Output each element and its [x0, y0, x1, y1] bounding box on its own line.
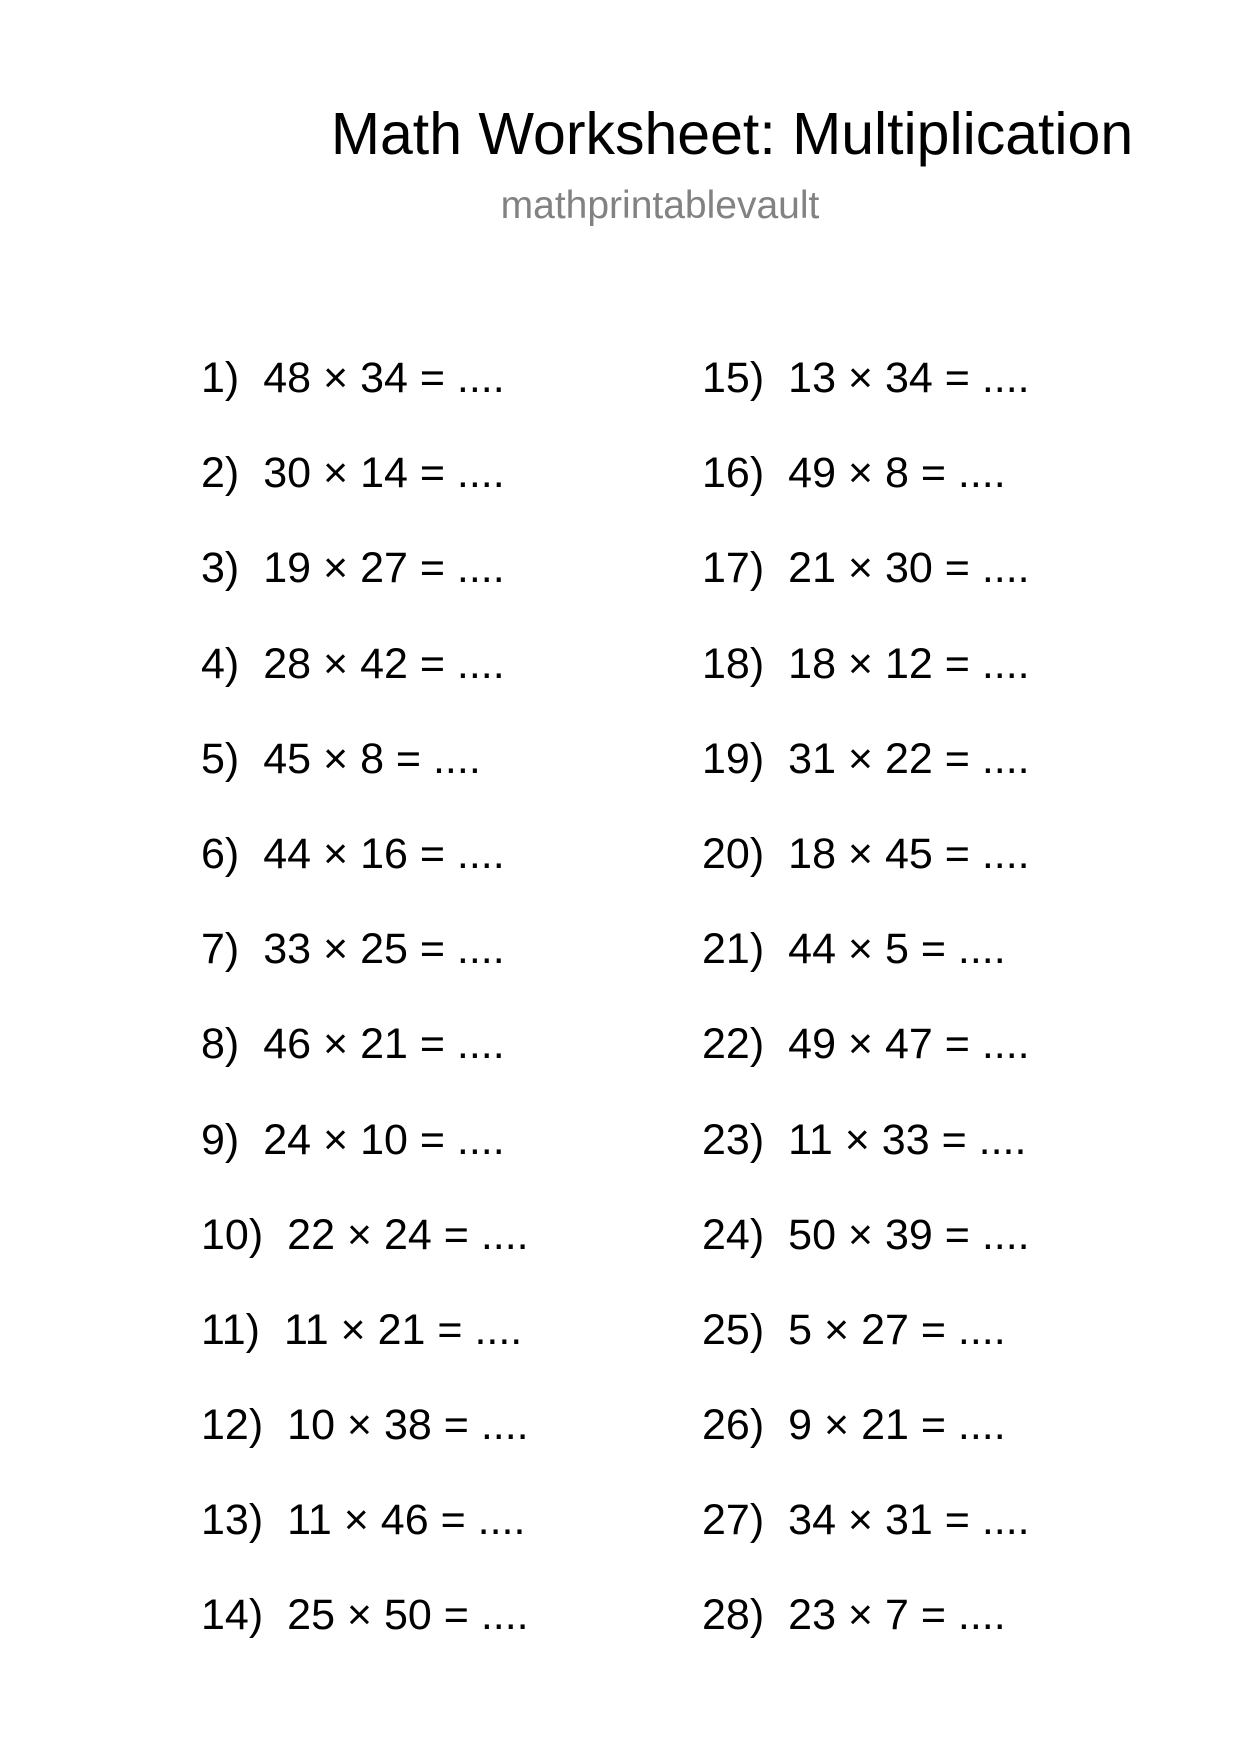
problem-number: 28) — [702, 1591, 765, 1640]
problem-item — [201, 1304, 529, 1399]
problem-number: 26) — [702, 1401, 765, 1450]
problem-number: 25) — [702, 1305, 765, 1354]
problem-expression: 18 × 45 = .... — [788, 829, 1030, 878]
problem-item — [702, 1304, 1030, 1399]
problem-item — [201, 542, 529, 637]
problem-item — [702, 1018, 1030, 1113]
problem-expression: 25 × 50 = .... — [287, 1591, 529, 1640]
problem-number: 5) — [201, 734, 240, 783]
problem-number: 20) — [702, 829, 765, 878]
problem-expression: 22 × 24 = .... — [287, 1210, 529, 1259]
problem-item — [702, 352, 1030, 447]
problem-expression: 50 × 39 = .... — [788, 1210, 1030, 1259]
problem-expression: 30 × 14 = .... — [263, 449, 505, 498]
problem-item — [702, 828, 1030, 923]
problem-item — [201, 1018, 529, 1113]
problem-expression: 10 × 38 = .... — [287, 1401, 529, 1450]
problem-expression: 11 × 46 = .... — [287, 1496, 526, 1545]
problem-expression: 23 × 7 = .... — [788, 1591, 1006, 1640]
worksheet-title: Math Worksheet: Multiplication — [330, 101, 1134, 167]
problem-item — [702, 733, 1030, 828]
problem-item — [201, 1114, 529, 1209]
problem-item — [702, 1209, 1030, 1304]
problem-column-right — [702, 352, 1030, 1685]
problem-item — [702, 1399, 1030, 1494]
problem-expression: 24 × 10 = .... — [263, 1115, 505, 1164]
problem-expression: 33 × 25 = .... — [263, 925, 505, 974]
problem-number: 4) — [201, 639, 240, 688]
problem-number: 9) — [201, 1115, 240, 1164]
problem-number: 18) — [702, 639, 765, 688]
problem-column-left — [201, 352, 529, 1685]
problem-number: 17) — [702, 544, 765, 593]
problem-expression: 13 × 34 = .... — [788, 354, 1030, 402]
problem-expression: 5 × 27 = .... — [788, 1305, 1006, 1354]
problem-expression: 21 × 30 = .... — [788, 544, 1030, 593]
problem-item — [702, 1494, 1030, 1589]
problem-item — [201, 638, 529, 733]
problem-number: 16) — [702, 449, 765, 498]
problem-expression: 49 × 8 = .... — [788, 449, 1006, 498]
problem-number: 15) — [702, 354, 765, 402]
problem-item — [702, 542, 1030, 637]
problem-expression: 49 × 47 = .... — [788, 1020, 1030, 1069]
problem-item — [702, 638, 1030, 733]
problem-expression: 31 × 22 = .... — [788, 734, 1030, 783]
problem-number: 2) — [201, 449, 240, 498]
problem-number: 1) — [201, 354, 240, 402]
problem-expression: 45 × 8 = .... — [263, 734, 481, 783]
problem-item — [201, 1589, 529, 1684]
problem-number: 21) — [702, 925, 765, 974]
problem-expression: 28 × 42 = .... — [263, 639, 505, 688]
problem-expression: 44 × 5 = .... — [788, 925, 1006, 974]
problem-number: 19) — [702, 734, 765, 783]
problem-number: 24) — [702, 1210, 765, 1259]
problem-number: 14) — [201, 1591, 264, 1640]
problem-expression: 46 × 21 = .... — [263, 1020, 505, 1069]
problem-number: 23) — [702, 1115, 765, 1164]
problem-number: 10) — [201, 1210, 264, 1259]
problem-expression: 34 × 31 = .... — [788, 1496, 1030, 1545]
problem-number: 12) — [201, 1401, 264, 1450]
problem-expression: 9 × 21 = .... — [788, 1401, 1006, 1450]
problem-expression: 18 × 12 = .... — [788, 639, 1030, 688]
problem-item — [201, 733, 529, 828]
problem-expression: 19 × 27 = .... — [263, 544, 505, 593]
problem-item — [201, 828, 529, 923]
worksheet-subtitle: mathprintablevault — [500, 184, 820, 227]
problem-number: 22) — [702, 1020, 765, 1069]
problem-item — [201, 1494, 529, 1589]
problem-expression: 44 × 16 = .... — [263, 829, 505, 878]
problem-item — [702, 447, 1030, 542]
problem-number: 6) — [201, 829, 240, 878]
problem-expression: 11 × 33 = .... — [788, 1115, 1027, 1164]
problem-item — [702, 1114, 1030, 1209]
problem-number: 27) — [702, 1496, 765, 1545]
problem-item — [201, 1399, 529, 1494]
problem-item — [702, 1589, 1030, 1684]
problem-item — [201, 352, 529, 447]
problem-item — [201, 923, 529, 1018]
problem-item — [702, 923, 1030, 1018]
problem-expression: 11 × 21 = .... — [283, 1305, 523, 1354]
problem-expression: 48 × 34 = .... — [263, 354, 505, 402]
problem-number: 13) — [201, 1496, 264, 1545]
problem-item — [201, 1209, 529, 1304]
problem-number: 11) — [201, 1305, 260, 1354]
problem-number: 8) — [201, 1020, 240, 1069]
problem-number: 3) — [201, 544, 240, 593]
problem-item — [201, 447, 529, 542]
problem-number: 7) — [201, 925, 240, 974]
